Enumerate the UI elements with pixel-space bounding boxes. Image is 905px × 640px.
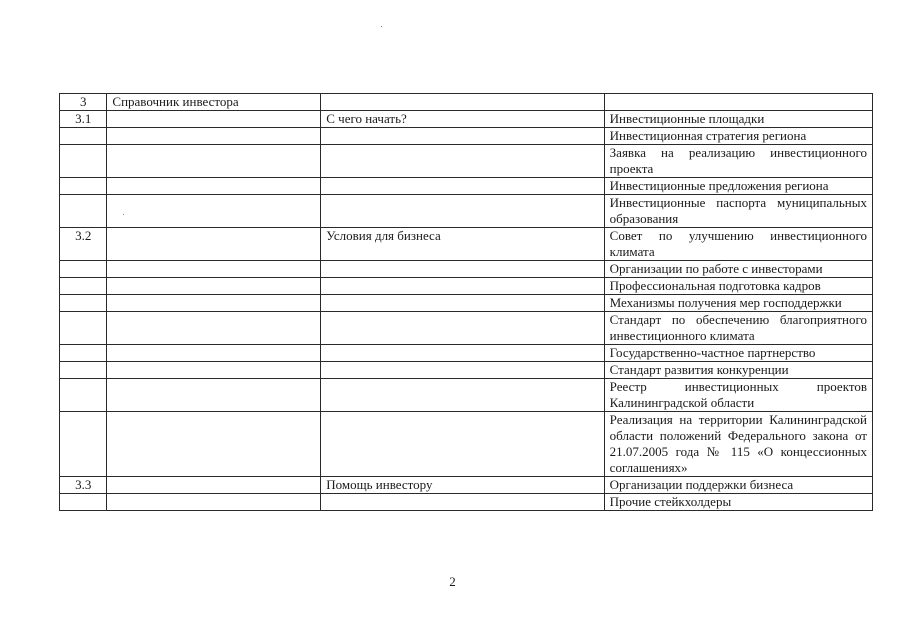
subsection-cell — [321, 412, 604, 477]
table-row — [60, 379, 873, 412]
item-cell: Инвестиционные предложения региона — [604, 178, 872, 195]
subsection-cell — [321, 145, 604, 178]
row-number-cell — [60, 128, 107, 145]
table-row — [60, 295, 873, 312]
section-cell — [107, 145, 321, 178]
table-row — [60, 312, 873, 345]
table-row — [60, 94, 873, 111]
subsection-cell — [321, 295, 604, 312]
table-row — [60, 477, 873, 494]
subsection-cell — [321, 379, 604, 412]
section-cell — [107, 178, 321, 195]
subsection-cell: Условия для бизнеса — [321, 228, 604, 261]
section-cell — [107, 261, 321, 278]
subsection-cell — [321, 261, 604, 278]
section-cell — [107, 128, 321, 145]
item-cell: Стандарт по обеспечению благоприятного инвестиционного климата — [604, 312, 872, 345]
row-number-cell: 3.2 — [60, 228, 107, 261]
page-number: 2 — [449, 574, 456, 589]
subsection-cell — [321, 128, 604, 145]
subsection-cell — [321, 362, 604, 379]
table-row — [60, 494, 873, 511]
section-cell: Справочник инвестора — [107, 94, 321, 111]
row-number-cell — [60, 379, 107, 412]
table-row — [60, 195, 873, 228]
section-cell — [107, 412, 321, 477]
row-number-cell — [60, 295, 107, 312]
item-cell: Организации по работе с инвесторами — [604, 261, 872, 278]
table-row — [60, 128, 873, 145]
item-cell: Совет по улучшению инвестиционного климата — [604, 228, 872, 261]
section-cell — [107, 379, 321, 412]
investor-guide-table — [59, 93, 873, 511]
item-cell: Прочие стейкхолдеры — [604, 494, 872, 511]
row-number-cell — [60, 312, 107, 345]
table-row — [60, 111, 873, 128]
row-number-cell — [60, 362, 107, 379]
table-row — [60, 145, 873, 178]
section-cell — [107, 477, 321, 494]
item-cell: Реализация на территории Калининградской области положений Федерального закона от 21.07.2005 года № 115 «О концессионных соглашениях» — [604, 412, 872, 477]
row-number-cell — [60, 261, 107, 278]
scan-speck — [381, 26, 382, 27]
row-number-cell: 3.1 — [60, 111, 107, 128]
row-number-cell — [60, 278, 107, 295]
row-number-cell: 3.3 — [60, 477, 107, 494]
table-row — [60, 345, 873, 362]
table-row — [60, 362, 873, 379]
row-number-cell — [60, 178, 107, 195]
section-cell — [107, 362, 321, 379]
section-cell — [107, 278, 321, 295]
section-cell — [107, 195, 321, 228]
section-cell — [107, 345, 321, 362]
item-cell: Государственно-частное партнерство — [604, 345, 872, 362]
row-number-cell — [60, 494, 107, 511]
table-row — [60, 178, 873, 195]
item-cell: Организации поддержки бизнеса — [604, 477, 872, 494]
subsection-cell — [321, 494, 604, 511]
row-number-cell — [60, 412, 107, 477]
table-row — [60, 228, 873, 261]
item-cell: Инвестиционные площадки — [604, 111, 872, 128]
item-cell: Инвестиционная стратегия региона — [604, 128, 872, 145]
subsection-cell — [321, 312, 604, 345]
item-cell: Инвестиционные паспорта муниципальных образования — [604, 195, 872, 228]
subsection-cell — [321, 278, 604, 295]
item-cell: Механизмы получения мер господдержки — [604, 295, 872, 312]
item-cell: Профессиональная подготовка кадров — [604, 278, 872, 295]
subsection-cell — [321, 345, 604, 362]
table-row — [60, 412, 873, 477]
section-cell — [107, 111, 321, 128]
subsection-cell — [321, 94, 604, 111]
item-cell: Стандарт развития конкуренции — [604, 362, 872, 379]
subsection-cell: С чего начать? — [321, 111, 604, 128]
row-number-cell: 3 — [60, 94, 107, 111]
subsection-cell — [321, 195, 604, 228]
subsection-cell — [321, 178, 604, 195]
row-number-cell — [60, 145, 107, 178]
section-cell — [107, 494, 321, 511]
row-number-cell — [60, 195, 107, 228]
section-cell — [107, 228, 321, 261]
subsection-cell: Помощь инвестору — [321, 477, 604, 494]
table-row — [60, 261, 873, 278]
item-cell: Реестр инвестиционных проектов Калининградской области — [604, 379, 872, 412]
item-cell — [604, 94, 872, 111]
item-cell: Заявка на реализацию инвестиционного проекта — [604, 145, 872, 178]
section-cell — [107, 295, 321, 312]
table-row — [60, 278, 873, 295]
row-number-cell — [60, 345, 107, 362]
section-cell — [107, 312, 321, 345]
